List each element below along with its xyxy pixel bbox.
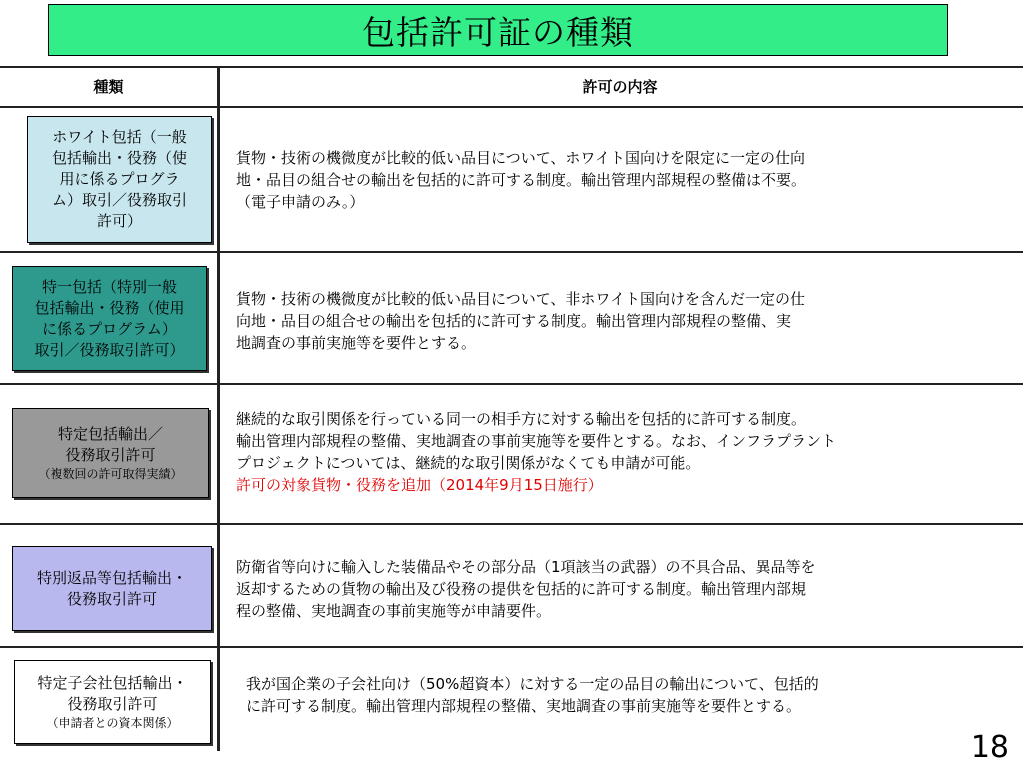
category-line: ム）取引／役務取引 xyxy=(51,191,187,209)
description-line: 防衛省等向けに輸入した装備品やその部分品（1項該当の武器）の不具合品、異品等を xyxy=(236,558,816,576)
description-subsidiary-bulk xyxy=(246,673,986,717)
header-content: 許可の内容 xyxy=(582,77,658,96)
page-number: 18 xyxy=(970,730,1009,765)
category-line: 役務取引許可 xyxy=(67,695,158,713)
category-specific-bulk xyxy=(12,408,209,498)
category-subsidiary-bulk xyxy=(14,660,211,744)
page-title: 包括許可証の種類 xyxy=(48,4,948,56)
description-line: 程の整備、実地調査の事前実施等が申請要件。 xyxy=(236,602,552,620)
description-line: に許可する制度。輸出管理内部規程の整備、実地調査の事前実施等を要件とする。 xyxy=(246,697,802,715)
category-line: 特定子会社包括輸出・ xyxy=(37,674,188,692)
description-line: （電子申請のみ。） xyxy=(236,193,365,211)
category-line: 包括輸出・役務（使 xyxy=(51,149,187,167)
description-update-note: 許可の対象貨物・役務を追加（2014年9月15日施行） xyxy=(236,476,603,494)
category-line: 特別返品等包括輸出・ xyxy=(36,568,187,587)
row-divider xyxy=(0,251,1023,253)
category-line: 特一包括（特別一般 xyxy=(41,277,177,296)
category-special-return-bulk xyxy=(12,546,212,631)
row-divider xyxy=(0,523,1023,525)
column-divider xyxy=(217,68,220,751)
row-divider xyxy=(0,383,1023,385)
category-line: ホワイト包括（一般 xyxy=(52,128,187,146)
table-header xyxy=(0,66,1023,106)
header-type: 種類 xyxy=(93,77,124,96)
description-special-return-bulk xyxy=(236,556,976,622)
description-line: 我が国企業の子会社向け（50%超資本）に対する一定の品目の輸出について、包括的 xyxy=(246,675,819,693)
description-line: 貨物・技術の機微度が比較的低い品目について、非ホワイト国向けを含んだ一定の仕 xyxy=(236,290,805,308)
category-line: 特定包括輸出／ xyxy=(57,425,163,443)
category-line: 包括輸出・役務（使用 xyxy=(34,298,185,317)
description-line: 輸出管理内部規程の整備、実地調査の事前実施等を要件とする。なお、インフラプラント xyxy=(236,432,837,450)
description-line: 地・品目の組合せの輸出を包括的に許可する制度。輸出管理内部規程の整備は不要。 xyxy=(236,171,807,189)
header-bottom-border xyxy=(0,106,1023,108)
description-line: 地調査の事前実施等を要件とする。 xyxy=(236,334,477,352)
category-line: 役務取引許可 xyxy=(66,589,157,608)
description-line: プロジェクトについては、継続的な取引関係がなくても申請が可能。 xyxy=(236,454,701,472)
category-line: 取引／役務取引許可） xyxy=(34,340,185,359)
category-line: 役務取引許可 xyxy=(65,446,156,464)
category-line: 用に係るプログラ xyxy=(59,170,180,188)
category-sub: （複数回の許可取得実績） xyxy=(38,467,183,481)
category-white-bulk xyxy=(27,116,212,243)
category-special-general-bulk xyxy=(12,266,207,371)
description-line: 返却するための貨物の輸出及び役務の提供を包括的に許可する制度。輸出管理内部規 xyxy=(236,580,807,598)
row-divider xyxy=(0,646,1023,648)
category-sub: （申請者との資本関係） xyxy=(46,716,179,730)
description-line: 向地・品目の組合せの輸出を包括的に許可する制度。輸出管理内部規程の整備、実 xyxy=(236,312,792,330)
description-line: 貨物・技術の機微度が比較的低い品目について、ホワイト国向けを限定に一定の仕向 xyxy=(236,149,805,167)
category-line: 許可） xyxy=(96,212,142,230)
description-line: 継続的な取引関係を行っている同一の相手方に対する輸出を包括的に許可する制度。 xyxy=(236,410,807,428)
description-specific-bulk xyxy=(236,408,976,496)
description-special-general-bulk xyxy=(236,288,976,354)
category-line: に係るプログラム） xyxy=(42,319,177,338)
description-white-bulk xyxy=(236,147,976,213)
